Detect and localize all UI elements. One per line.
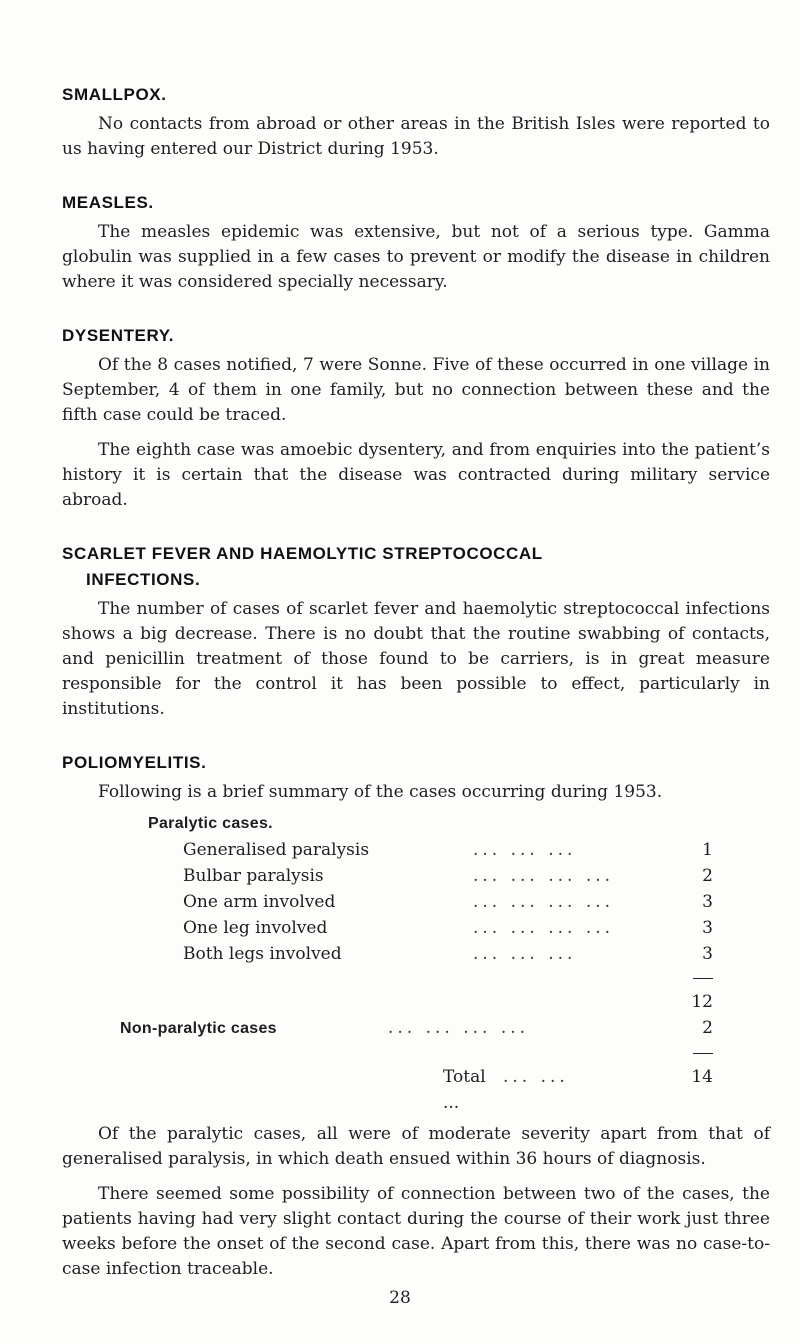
paragraph: The measles epidemic was extensive, but not of a serious type. Gamma globulin was supplied in a few cases to prevent or modify the disease in children where it was considered specially necessary. [62, 222, 770, 292]
total-value: 14 [691, 1067, 713, 1087]
rule-line [693, 978, 713, 979]
table-row [183, 889, 713, 915]
leader-dots: ... ... ... ... [473, 866, 615, 886]
row-label: Bulbar paralysis [183, 866, 324, 886]
polio-summary: Following is a brief summary of the cases occurring during 1953. [98, 782, 663, 802]
leader-dots: ... ... ... [473, 944, 577, 964]
paralytic-cases-label: Paralytic cases. [148, 815, 273, 832]
section-heading: SMALLPOX. [62, 85, 167, 104]
subtotal-rule [183, 967, 713, 989]
polio-notes [50, 1122, 770, 1282]
subtotal-row [183, 989, 713, 1015]
paragraph: There seemed some possibility of connection between two of the cases, the patients having had very slight contact during the course of their work just three weeks before the onset of the second case. Apart from this, there was no case-to-case infection traceable. [62, 1184, 770, 1279]
total-row [443, 1064, 713, 1116]
section-smallpox [50, 82, 770, 162]
section-scarlet-fever [50, 541, 770, 722]
table-row [183, 863, 713, 889]
row-label: One arm involved [183, 892, 336, 912]
total-label: Total ... [443, 1067, 486, 1113]
heading-line: SCARLET FEVER AND HAEMOLYTIC STREPTOCOCCAL [62, 544, 543, 563]
table-row [183, 941, 713, 967]
paralytic-cases-table [183, 837, 713, 1015]
section-dysentery [50, 323, 770, 513]
leader-dots: ... ... ... ... [473, 918, 615, 938]
section-poliomyelitis [50, 750, 770, 1282]
row-label: Generalised paralysis [183, 840, 370, 860]
row-label: Both legs involved [183, 944, 342, 964]
paragraph: Of the paralytic cases, all were of moderate severity apart from that of generalised paralysis, in which death ensued within 36 hours of diagnosis. [62, 1124, 770, 1169]
heading-line-continued: INFECTIONS. [86, 570, 201, 589]
paragraph: Of the 8 cases notified, 7 were Sonne. Five of these occurred in one village in September, 4 of them in one family, but no connection between these and the fifth case could be traced. [62, 355, 770, 425]
non-paralytic-value: 2 [702, 1018, 713, 1038]
section-heading [62, 541, 770, 593]
section-heading: DYSENTERY. [62, 326, 175, 345]
row-value: 2 [702, 866, 713, 886]
paragraph: The eighth case was amoebic dysentery, and from enquiries into the patient’s history it is certain that the disease was contracted during military service abroad. [62, 440, 770, 510]
table-row [183, 915, 713, 941]
row-value: 3 [702, 918, 713, 938]
row-value: 3 [702, 892, 713, 912]
total-rule [183, 1042, 713, 1064]
leader-dots: ... ... ... ... [388, 1018, 530, 1038]
section-heading: MEASLES. [62, 193, 154, 212]
row-label: One leg involved [183, 918, 328, 938]
leader-dots: ... ... ... ... [473, 892, 615, 912]
leader-dots: ... ... ... [473, 840, 577, 860]
row-value: 3 [702, 944, 713, 964]
table-row [183, 837, 713, 863]
section-heading: POLIOMYELITIS. [62, 753, 207, 772]
total-rule-container [183, 1042, 713, 1064]
row-value: 1 [702, 840, 713, 860]
non-paralytic-row [120, 1015, 713, 1042]
section-measles [50, 190, 770, 295]
paragraph: No contacts from abroad or other areas in the British Isles were reported to us having entered our District during 1953. [62, 114, 770, 159]
rule-line [693, 1053, 713, 1054]
leader-dots: ... ... [503, 1067, 569, 1087]
paragraph: The number of cases of scarlet fever and haemolytic streptococcal infections shows a big decrease. There is no doubt that the routine swabbing of contacts, and penicillin treatment of those found to be carriers, is in great measure responsible for the control it has been possible to effect, particularly in institutions. [62, 599, 770, 719]
subtotal-value: 12 [691, 992, 713, 1012]
non-paralytic-label: Non-paralytic cases [120, 1020, 277, 1037]
page-number: 28 [389, 1288, 411, 1308]
